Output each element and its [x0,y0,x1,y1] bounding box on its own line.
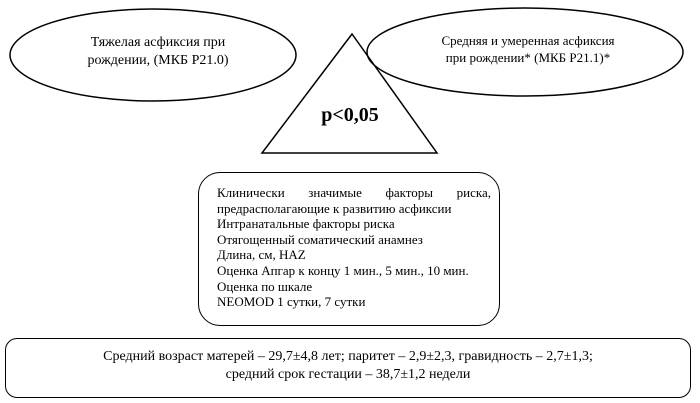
factor-line: предрасполагающие к развитию асфиксии [217,200,452,216]
p-value-label: p<0,05 [321,104,379,126]
factor-line: Длина, см, HAZ [217,247,306,263]
factor-line: Оценка Апгар к концу 1 мин., 5 мин., 10 мин. [217,262,469,278]
factor-line: Клинически значимые факторы риска, [217,185,491,200]
risk-factors-box [198,172,500,326]
factor-line: Отягощенный соматический анамнез [217,231,423,247]
factor-line: NEOMOD 1 сутки, 7 сутки [217,294,366,310]
summary-box [5,338,691,398]
left-ellipse-line2: рождении, (МКБ Р21.0) [87,53,229,68]
left-ellipse-label [58,34,258,70]
right-ellipse-label [408,32,648,66]
right-ellipse-line2: при рождении* (МКБ Р21.1)* [445,50,611,65]
factor-line: Оценка по шкале [217,278,313,294]
factor-line: Интранатальные факторы риска [217,216,395,232]
summary-line2: средний срок гестации – 38,7±1,2 недели [225,367,471,382]
left-ellipse-line1: Тяжелая асфиксия при [90,35,226,50]
summary-line1: Средний возраст матерей – 29,7±4,8 лет; паритет – 2,9±2,3, гравидность – 2,7±1,3; [103,349,593,364]
right-ellipse-line1: Средняя и умеренная асфиксия [441,33,615,48]
